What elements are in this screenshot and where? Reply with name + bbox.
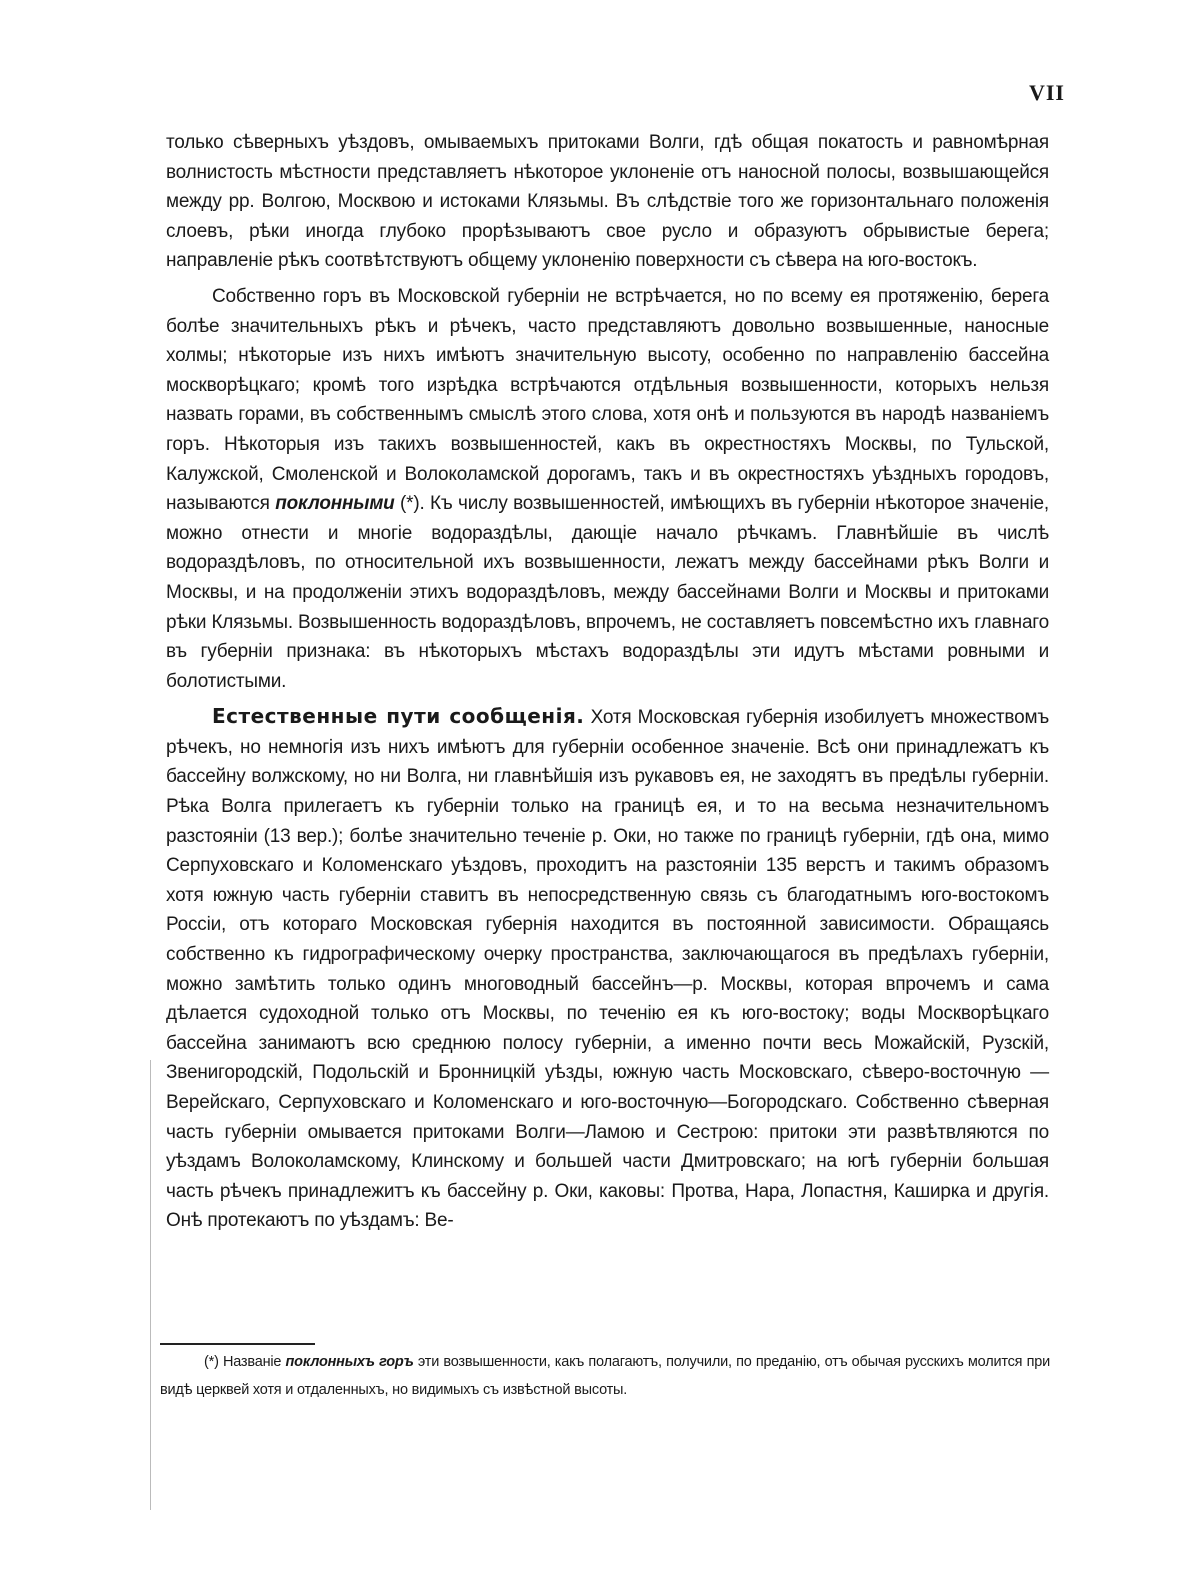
footnote-text-before: (*) Названіе bbox=[204, 1354, 286, 1370]
paragraph-1: только сѣверныхъ уѣздовъ, омываемыхъ притоками Волги, гдѣ общая покатость и равномѣрная волнистость мѣстности представляетъ нѣкоторое уклоненіе отъ наносной полосы, возвышающейся между рр. Волгою, Москвою и истоками Клязьмы. Въ слѣдствіе того же горизонтальнаго положенія слоевъ, рѣки иногда глубоко прорѣзываютъ свое русло и образуютъ обрывистые берега; направленіе рѣкъ соотвѣтствуютъ общему уклоненію поверхности съ сѣвера на юго-востокъ. bbox=[166, 132, 1049, 272]
footnote bbox=[160, 1348, 1050, 1404]
body-text bbox=[166, 128, 1049, 1242]
footnote-divider bbox=[160, 1343, 315, 1345]
paragraph-3 bbox=[166, 702, 1049, 1236]
footnote-text-after: эти возвышенности, какъ полагаютъ, получили, по преданію, отъ обычая русскихъ молится при видѣ церквей хотя и отдаленныхъ, но видимыхъ съ извѣстной высоты. bbox=[160, 1354, 1050, 1398]
footnote-italic-term: поклонныхъ горъ bbox=[285, 1354, 414, 1370]
footnote-text bbox=[160, 1348, 1050, 1404]
paragraph-3-text: Хотя Московская губернія изобилуетъ множествомъ рѣчекъ, но немногія изъ нихъ имѣютъ для губерніи особенное значеніе. Всѣ они принадлежатъ къ бассейну волжскому, но ни Волга, ни главнѣйшія изъ рукавовъ ея, не заходятъ въ предѣлы губерніи. Рѣка Волга прилегаетъ къ губерніи только на границѣ ея, и то на весьма незначительномъ разстояніи (13 вер.); болѣе значительно теченіе р. Оки, но также по границѣ губерніи, гдѣ она, мимо Серпуховскаго и Коломенскаго уѣздовъ, проходитъ на разстояніи 135 верстъ и такимъ образомъ хотя южную часть губерніи ставитъ въ непосредственную связь съ благодатнымъ юго-востокомъ Россіи, отъ котораго Московская губернія находится въ постоянной зависимости. Обращаясь собственно къ гидрографическому очерку пространства, заключающагося въ предѣлахъ губерніи, можно замѣтить только одинъ многоводный бассейнъ—р. Москвы, которая впрочемъ и сама дѣлается судоходной только отъ Москвы, по теченію ея къ юго-востоку; воды Москворѣцкаго бассейна занимаютъ всю среднюю полосу губерніи, а именно почти весь Можайскій, Рузскій, Звенигородскій, Подольскій и Бронницкій уѣзды, южную часть Московскаго, сѣверо-восточную — Верейскаго, Серпуховскаго и Коломенскаго и юго-восточную—Богородскаго. Собственно сѣверная часть губерніи омывается притоками Волги—Ламою и Сестрою: притоки эти развѣтвляются по уѣздамъ Волоколамскому, Клинскому и большей части Дмитровскаго; на югѣ губерніи большая часть рѣчекъ принадлежитъ къ бассейну р. Оки, каковы: Протва, Нара, Лопастня, Каширка и другія. Онѣ протекаютъ по уѣздамъ: Ве- bbox=[166, 707, 1049, 1232]
paragraph-2-italic-term: поклонными bbox=[275, 493, 395, 515]
scan-margin-line bbox=[150, 1060, 151, 1510]
section-heading: Естественные пути сообщенія. bbox=[212, 704, 585, 729]
page-number: VII bbox=[1028, 80, 1065, 105]
paragraph-2-text-after: (*). Къ числу возвышенностей, имѣющихъ въ губерніи нѣкоторое значеніе, можно отнести и многіе водораздѣлы, дающіе начало рѣчкамъ. Главнѣйшіе въ числѣ водораздѣловъ, по относительной ихъ возвышенности, лежатъ между бассейнами рѣкъ Волги и Москвы, и на продолженіи этихъ водораздѣловъ, между бассейнами Волги и Москвы и притоками рѣки Клязьмы. Возвышенность водораздѣловъ, впрочемъ, не составляетъ повсемѣстно ихъ главнаго въ губерніи признака: въ нѣкоторыхъ мѣстахъ водораздѣлы эти идутъ мѣстами ровными и болотистыми. bbox=[166, 493, 1049, 692]
paragraph-2 bbox=[166, 282, 1049, 696]
paragraph-2-text-before: Собственно горъ въ Московской губерніи не встрѣчается, но по всему ея протяженію, берега болѣе значительныхъ рѣкъ и рѣчекъ, часто представляютъ довольно возвышенные, наносные холмы; нѣкоторые изъ нихъ имѣютъ значительную высоту, особенно по направленію бассейна москворѣцкаго; кромѣ того изрѣдка встрѣчаются отдѣльныя возвышенности, которыхъ нельзя назвать горами, въ собственнымъ смыслѣ этого слова, хотя онѣ и пользуются въ народѣ названіемъ горъ. Нѣкоторыя изъ такихъ возвышенностей, какъ въ окрестностяхъ Москвы, по Тульской, Калужской, Смоленской и Волоколамской дорогамъ, такъ и въ окрестностяхъ уѣздныхъ городовъ, называются bbox=[166, 285, 1049, 515]
